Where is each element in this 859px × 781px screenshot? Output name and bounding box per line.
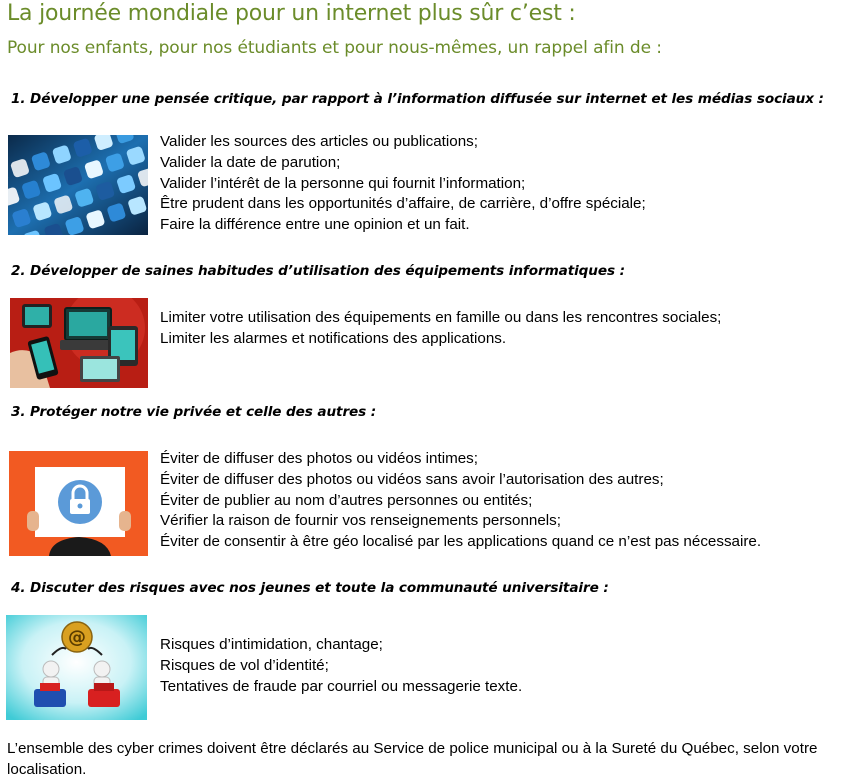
list-item: Limiter votre utilisation des équipements en famille ou dans les rencontres sociales; bbox=[160, 309, 722, 326]
section-3-list bbox=[160, 449, 761, 553]
list-item: Faire la différence entre une opinion et un fait. bbox=[160, 216, 470, 234]
section-2-heading: 2. Développer de saines habitudes d’utilisation des équipements informatiques : bbox=[11, 263, 625, 279]
email-discussion-icon bbox=[6, 615, 147, 720]
list-item: Valider la date de parution; bbox=[160, 153, 341, 171]
section-4-list bbox=[160, 635, 522, 697]
list-item: Éviter de publier au nom d’autres personnes ou entités; bbox=[160, 491, 533, 509]
list-item: Risques d’intimidation, chantage; bbox=[160, 636, 383, 653]
list-item: Tentatives de fraude par courriel ou messagerie texte. bbox=[160, 677, 523, 695]
list-item: Être prudent dans les opportunités d’affaire, de carrière, d’offre spéciale; bbox=[160, 195, 646, 213]
list-item: Éviter de diffuser des photos ou vidéos sans avoir l’autorisation des autres; bbox=[160, 470, 664, 488]
section-3-heading: 3. Protéger notre vie privée et celle des autres : bbox=[11, 404, 377, 420]
list-item: Valider l’intérêt de la personne qui fournit l’information; bbox=[160, 174, 526, 192]
page-title: La journée mondiale pour un internet plus sûr c’est : bbox=[7, 1, 576, 26]
list-item: Éviter de diffuser des photos ou vidéos intimes; bbox=[160, 450, 478, 467]
section-2-list bbox=[160, 308, 721, 350]
list-item: Valider les sources des articles ou publications; bbox=[160, 133, 478, 150]
list-item: Vérifier la raison de fournir vos renseignements personnels; bbox=[160, 512, 561, 530]
svg-text:@: @ bbox=[68, 627, 86, 648]
privacy-lock-icon bbox=[9, 451, 148, 556]
devices-icon bbox=[10, 298, 148, 388]
section-4-heading: 4. Discuter des risques avec nos jeunes et toute la communauté universitaire : bbox=[11, 580, 609, 596]
section-1-list bbox=[160, 132, 646, 236]
footer-note: L’ensemble des cyber crimes doivent être déclarés au Service de police municipal ou à la Sureté du Québec, selon votre localisation. bbox=[7, 740, 818, 778]
social-media-apps-icon bbox=[8, 135, 148, 235]
list-item: Éviter de consentir à être géo localisé par les applications quand ce n’est pas nécessaire. bbox=[160, 533, 762, 551]
section-1-heading: 1. Développer une pensée critique, par rapport à l’information diffusée sur internet et les médias sociaux : bbox=[11, 91, 824, 107]
list-item: Risques de vol d’identité; bbox=[160, 656, 329, 674]
page-subtitle: Pour nos enfants, pour nos étudiants et pour nous-mêmes, un rappel afin de : bbox=[7, 38, 662, 58]
list-item: Limiter les alarmes et notifications des applications. bbox=[160, 329, 507, 347]
